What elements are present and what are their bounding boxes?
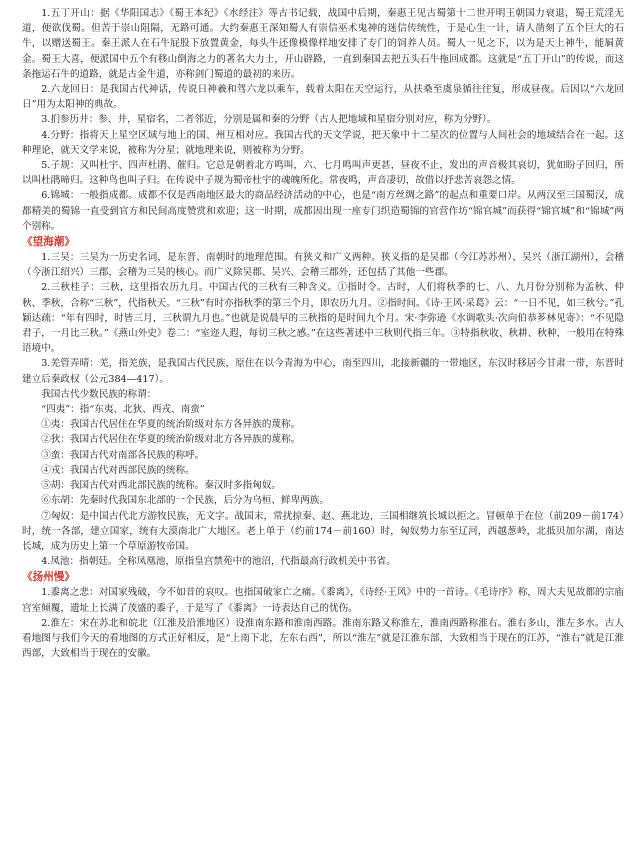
section-heading: 《望海潮》 <box>22 236 75 249</box>
note-paragraph: 我国古代少数民族的称谓： <box>41 388 157 400</box>
note-paragraph: 2.淮左：宋在苏北和皖北（江淮及沿淮地区）设淮南东路和淮南西路。淮南东路又称淮左，淮南西路称淮右。淮右多山，淮左多水。古人看地图与我们今天的看地图的方式正好相反，是“上南下北，左东右西”，所以“淮左”就是江淮东部，大致相当于现在的江苏，“淮右”就是江淮西部，大致相当于现在的安徽。 <box>22 617 624 660</box>
section-shudao-notes <box>22 6 624 234</box>
note-paragraph: 3.扪参历井：参、井，星宿名，二者邻近，分别是属和秦的分野（古人把地域和星宿分别对应，称为分野）。 <box>41 114 497 126</box>
section-wanghaichao <box>22 234 624 569</box>
note-paragraph: 2.三秋桂子：三秋，这里指农历九月。中国古代的三秋有三种含义。①指时令。古时，人们将秋季的七、八、九月份分别称为孟秋、仲秋、季秋，合称“三秋”，代指秋天。“三秋”有时亦指秋季的第三个月，即农历九月。②指时间。《诗·王风·采葛》云：“一日不见，如三秋兮。”孔颖达疏：“年有四时，时皆三月，三秋谓九月也。”也就是说晨早的三秋指的是时间九个月。宋·李弥逊《水调歌头·次向伯恭芗林见寄》：“不见隐君子，一月比三秋。”《燕山外史》卷二：“室迩人遐，每切三秋之感。”在这些著述中三秋则代指三年。③特指秋收、秋耕、秋种，一般用在特殊语境中。 <box>22 282 624 355</box>
ethnic-term-item: ⑦匈奴：是中国古代北方游牧民族，无文字。战国末，常扰掠秦、赵、燕北边，三国相继筑长城以拒之。冒顿单于在位（前209－前174）时，统一各部，建立国家，统有大漠南北广大地区。老上单于（约前174－前160）时，匈奴势力东至辽河，西越葱岭，北抵贝加尔湖，南达长城，成为历史上第一个草原游牧帝国。 <box>22 510 624 552</box>
ethnic-term-item: ②狄：我国古代居住在华夏的统治阶级对北方各异族的蔑称。 <box>41 434 301 446</box>
note-paragraph: 5.子规：又叫杜宇、四声杜鹃、催归。它总是朝着北方鸣叫，六、七月鸣叫声更甚，昼夜不止，发出的声音极其哀切，犹如盼子回归，所以叫杜鹃啼归。这种鸟也叫子归。在传说中子规为蜀帝杜宇的魂魄所化。常夜鸣，声音凄切，故借以抒悲苦哀怨之情。 <box>22 160 624 187</box>
note-paragraph: 4.凤池：指朝廷。全称凤凰池，原指皇宫禁苑中的池沼，代指最高行政机关中书省。 <box>41 556 396 568</box>
ethnic-term-item: ④戎：我国古代对西部民族的统称。 <box>41 464 195 476</box>
ethnic-term-item: ③蛮：我国古代对南部各民族的称呼。 <box>41 449 205 461</box>
section-yangzhouman <box>22 569 624 661</box>
ethnic-term-item: ⑥东胡：先秦时代我国东北部的一个民族，后分为乌桓、鲜卑两族。 <box>41 495 329 507</box>
note-paragraph: “四夷”：指“东夷、北狄、西戎、南蛮” <box>41 404 205 416</box>
ethnic-term-item: ①夷：我国古代居住在华夏的统治阶级对东方各异族的蔑称。 <box>41 419 301 431</box>
note-paragraph: 4.分野：指将天上星空区域与地上的国、州互相对应。我国古代的天文学说，把天象中十二星次的位置与人间社会的地域结合在一起。这种理论，就天文学来说，被称为分星；就地理来说，则被称为分野。 <box>22 129 624 156</box>
ethnic-term-item: ⑤胡：我国古代对西北部民族的统称。秦汉时多指匈奴。 <box>41 480 282 492</box>
section-heading: 《扬州慢》 <box>22 571 75 584</box>
note-paragraph: 6.锦城：一般指成都。成都不仅是西南地区最大的商品经济活动的中心，也是“南方丝绸之路”的起点和重要口岸。从两汉至三国蜀汉，成都精美的蜀锦一直受到官方和民间高度赞赏和欢迎；这一时期，成都因出现一座专门织造蜀锦的官营作坊“锦官城”而获得“锦官城”和“锦城”两个别称。 <box>22 190 624 232</box>
note-paragraph: 1.黍离之悲：对国家残破，今不如昔的哀叹。也指国破家亡之痛。《黍离》，《诗经·王风》中的一首诗。《毛诗序》称，周大夫见故都的宗庙宫室倾覆，遗址上长满了茂盛的黍子，于是写了《黍离》一诗表达自己的忧伤。 <box>22 587 624 614</box>
note-paragraph: 3.羌管弄晴：羌，指羌族，是我国古代民族，原住在以今青海为中心，南至四川，北接新疆的一带地区，东汉时移居今甘肃一带，东晋时建立后秦政权（公元384—417）。 <box>22 358 624 385</box>
note-paragraph: 1.五丁开山：据《华阳国志》《蜀王本纪》《水经注》等古书记载，战国中后期，秦惠王见古蜀第十二世开明王朝国力衰退，蜀王荒淫无道，便欲伐蜀。但苦于崇山阻隔，无路可通。大约秦惠王深知蜀人有崇信巫术鬼神的迷信传统性，于是心生一计，请人凿刻了五个巨大的石牛，以赠送蜀王。秦王派人在石牛屁股下放置黄金，每头牛还像模像样地安排了专门的饲养人员。蜀人一见之下，以为是天上神牛，能屙黄金。蜀王大喜，便派国中五个有移山倒海之力的著名大力士，开山辟路，一直到秦国去把五头石牛拖回成都。这就是“五丁开山”的传说，而这条拖运石牛的道路，就是古金牛道，亦称剑门蜀道的最初的来历。 <box>22 8 624 80</box>
note-paragraph: 1.三吴：三吴为一历史名词，是东晋、南朝时的地理范围。有狭义和广义两种。狭义指的是吴郡（今江苏苏州）、吴兴（浙江湖州），会稽（今浙江绍兴）三郡，会稽为三吴的核心。而广义除吴郡、吴兴、会稽三郡外，还包括了其他一些郡。 <box>22 252 624 279</box>
note-paragraph: 2.六龙回日：是我国古代神话，传说日神羲和驾六龙以乘车，载着太阳在天空运行，从扶桑至虞泉循往往复，形成昼夜。后因以“六龙回日”用为太阳神的典故。 <box>22 84 624 111</box>
